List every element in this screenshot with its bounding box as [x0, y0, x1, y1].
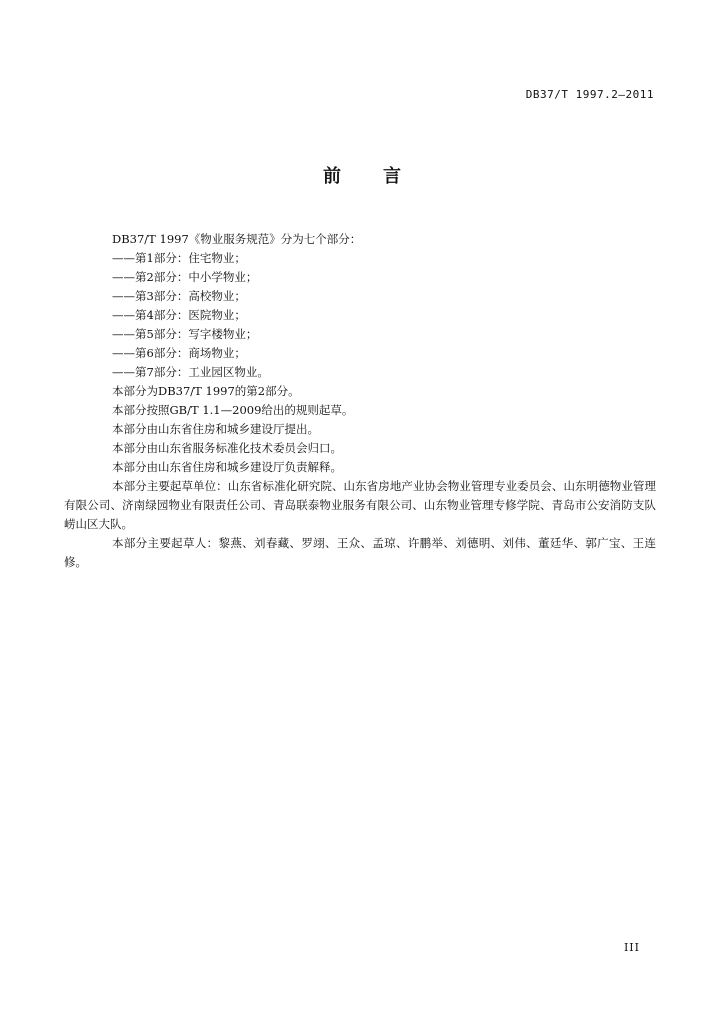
list-item-part-3: ——第3部分：高校物业；: [112, 289, 246, 303]
paragraph-centralized-by: 本部分由山东省服务标准化技术委员会归口。: [112, 441, 342, 455]
list-item-part-7: ——第7部分：工业园区物业。: [112, 365, 269, 379]
page-title: [0, 162, 724, 188]
paragraph-drafting-rules: 本部分按照GB/T 1.1—2009给出的规则起草。: [112, 403, 354, 417]
title-char-2: 言: [383, 166, 401, 187]
title-char-1: 前: [323, 166, 341, 187]
paragraph-drafters: 本部分主要起草人：黎燕、刘春藏、罗翊、王众、孟琼、许鹏举、刘德明、刘伟、董廷华、郭广宝、王连修。: [64, 536, 656, 569]
page-number: III: [623, 941, 640, 954]
paragraph-part-statement: 本部分为DB37/T 1997的第2部分。: [112, 384, 300, 398]
paragraph-interpreted-by: 本部分由山东省住房和城乡建设厅负责解释。: [112, 460, 342, 474]
list-item-part-1: ——第1部分：住宅物业；: [112, 251, 246, 265]
paragraph-intro: DB37/T 1997《物业服务规范》分为七个部分：: [112, 232, 362, 246]
paragraph-drafting-units: 本部分主要起草单位：山东省标准化研究院、山东省房地产业协会物业管理专业委员会、山东明德物业管理有限公司、济南绿园物业有限责任公司、青岛联泰物业服务有限公司、山东物业管理专修学院、青岛市公安消防支队崂山区大队。: [64, 479, 656, 531]
document-code-header: DB37/T 1997.2—2011: [525, 88, 654, 101]
list-item-part-5: ——第5部分：写字楼物业；: [112, 327, 258, 341]
foreword-body: [64, 230, 656, 572]
list-item-part-6: ——第6部分：商场物业；: [112, 346, 246, 360]
list-item-part-4: ——第4部分：医院物业；: [112, 308, 246, 322]
paragraph-proposed-by: 本部分由山东省住房和城乡建设厅提出。: [112, 422, 319, 436]
list-item-part-2: ——第2部分：中小学物业；: [112, 270, 258, 284]
